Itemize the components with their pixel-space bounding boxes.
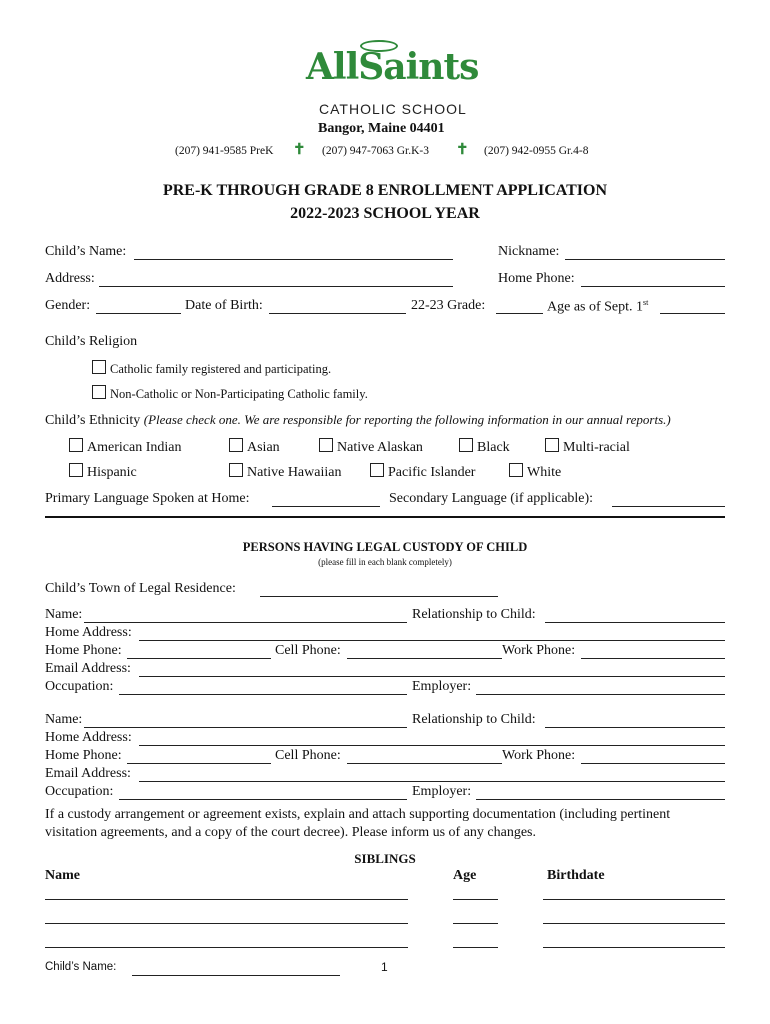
guardian2-home-address-label: Home Address:: [45, 730, 132, 745]
gender-label: Gender:: [45, 298, 91, 313]
phone-prek: (207) 941-9585 PreK: [175, 145, 274, 157]
guardian2-relationship-label: Relationship to Child:: [412, 712, 536, 727]
guardian1-work-phone-label: Work Phone:: [502, 643, 576, 658]
guardian1-home-phone-field[interactable]: [127, 644, 271, 659]
checkbox[interactable]: [459, 438, 473, 452]
guardian2-home-phone-label: Home Phone:: [45, 748, 122, 763]
checkbox[interactable]: [370, 463, 384, 477]
footer-child-name-field[interactable]: [132, 975, 340, 976]
guardian1-email-label: Email Address:: [45, 661, 131, 676]
logo-main-text: AllSaints: [306, 46, 479, 88]
home-phone-label: Home Phone:: [498, 271, 575, 286]
siblings-col-birthdate: Birthdate: [547, 868, 605, 883]
ethnicity-native-alaskan[interactable]: Native Alaskan: [319, 438, 423, 456]
age-field[interactable]: [660, 299, 725, 314]
primary-language-label: Primary Language Spoken at Home:: [45, 491, 250, 506]
grade-label: 22-23 Grade:: [411, 298, 486, 313]
footer-child-name-label: Child’s Name:: [45, 961, 117, 973]
checkbox[interactable]: [229, 463, 243, 477]
age-label: Age as of Sept. 1st: [547, 298, 649, 315]
address-field[interactable]: [99, 272, 453, 287]
logo-halo-icon: [360, 40, 398, 52]
form-title: PRE-K THROUGH GRADE 8 ENROLLMENT APPLICATION: [162, 182, 608, 199]
religion-option-catholic[interactable]: Catholic family registered and participating.: [92, 360, 331, 377]
ethnicity-white[interactable]: White: [509, 463, 561, 481]
school-city: Bangor, Maine 04401: [318, 121, 445, 136]
child-name-label: Child’s Name:: [45, 244, 127, 259]
logo-subtitle: CATHOLIC SCHOOL: [319, 101, 467, 117]
ethnicity-american-indian[interactable]: American Indian: [69, 438, 181, 456]
school-logo: [306, 46, 478, 88]
guardian2-work-phone-label: Work Phone:: [502, 748, 576, 763]
siblings-col-age: Age: [453, 868, 477, 883]
checkbox[interactable]: [229, 438, 243, 452]
guardian2-employer-field[interactable]: [476, 785, 725, 800]
guardian1-cell-phone-field[interactable]: [347, 644, 502, 659]
cross-icon: ✝: [456, 142, 469, 158]
sibling1-name-field[interactable]: [45, 899, 408, 900]
religion-option-non-catholic[interactable]: Non-Catholic or Non-Participating Catholic family.: [92, 385, 368, 402]
checkbox[interactable]: [92, 385, 106, 399]
religion-label: Child’s Religion: [45, 334, 138, 349]
school-year-title: 2022-2023 SCHOOL YEAR: [290, 205, 480, 222]
ethnicity-black[interactable]: Black: [459, 438, 510, 456]
guardian1-relationship-field[interactable]: [545, 608, 725, 623]
secondary-language-field[interactable]: [612, 492, 725, 507]
town-residence-field[interactable]: [260, 582, 498, 597]
guardian1-relationship-label: Relationship to Child:: [412, 607, 536, 622]
dob-label: Date of Birth:: [185, 298, 263, 313]
primary-language-field[interactable]: [272, 492, 380, 507]
guardian1-email-field[interactable]: [139, 662, 725, 677]
guardian2-home-phone-field[interactable]: [127, 749, 271, 764]
gender-field[interactable]: [96, 299, 181, 314]
sibling3-name-field[interactable]: [45, 947, 408, 948]
guardian1-name-field[interactable]: [84, 608, 407, 623]
checkbox[interactable]: [69, 438, 83, 452]
guardian2-occupation-label: Occupation:: [45, 784, 114, 799]
phone-4-8: (207) 942-0955 Gr.4-8: [484, 145, 589, 157]
home-phone-field[interactable]: [581, 272, 725, 287]
nickname-field[interactable]: [565, 245, 725, 260]
address-label: Address:: [45, 271, 95, 286]
guardian2-email-label: Email Address:: [45, 766, 131, 781]
ethnicity-hispanic[interactable]: Hispanic: [69, 463, 137, 481]
checkbox[interactable]: [92, 360, 106, 374]
page-number: 1: [381, 960, 388, 974]
guardian1-cell-phone-label: Cell Phone:: [275, 643, 341, 658]
guardian2-name-field[interactable]: [84, 713, 407, 728]
cross-icon: ✝: [293, 142, 306, 158]
guardian2-occupation-field[interactable]: [119, 785, 407, 800]
checkbox[interactable]: [319, 438, 333, 452]
ethnicity-pacific-islander[interactable]: Pacific Islander: [370, 463, 475, 481]
siblings-heading: SIBLINGS: [354, 851, 416, 866]
guardian1-home-address-label: Home Address:: [45, 625, 132, 640]
guardian1-occupation-label: Occupation:: [45, 679, 114, 694]
custody-note: If a custody arrangement or agreement exists, explain and attach supporting documentation (including pertinent visitation agreements, and a copy of the court decree). Please inform us of any changes.: [45, 807, 671, 840]
sibling1-age-field[interactable]: [453, 899, 498, 900]
sibling2-birthdate-field[interactable]: [543, 923, 725, 924]
guardian2-employer-label: Employer:: [412, 784, 472, 799]
ethnicity-multi-racial[interactable]: Multi-racial: [545, 438, 630, 456]
ethnicity-native-hawaiian[interactable]: Native Hawaiian: [229, 463, 341, 481]
checkbox[interactable]: [509, 463, 523, 477]
guardian1-name-label: Name:: [45, 607, 83, 622]
ethnicity-label: Child’s Ethnicity (Please check one. We are responsible for reporting the following information in our annual reports.): [45, 412, 671, 428]
custody-heading: PERSONS HAVING LEGAL CUSTODY OF CHILD: [242, 540, 528, 554]
sibling2-age-field[interactable]: [453, 923, 498, 924]
ethnicity-asian[interactable]: Asian: [229, 438, 280, 456]
checkbox[interactable]: [69, 463, 83, 477]
sibling3-age-field[interactable]: [453, 947, 498, 948]
guardian1-home-phone-label: Home Phone:: [45, 643, 122, 658]
guardian1-employer-field[interactable]: [476, 680, 725, 695]
guardian1-employer-label: Employer:: [412, 679, 472, 694]
sibling3-birthdate-field[interactable]: [543, 947, 725, 948]
section-divider: [45, 516, 725, 518]
phone-k3: (207) 947-7063 Gr.K-3: [322, 145, 429, 157]
town-residence-label: Child’s Town of Legal Residence:: [45, 581, 236, 596]
siblings-col-name: Name: [45, 868, 80, 883]
guardian1-occupation-field[interactable]: [119, 680, 407, 695]
guardian2-work-phone-field[interactable]: [581, 749, 725, 764]
guardian2-cell-phone-field[interactable]: [347, 749, 502, 764]
grade-field[interactable]: [496, 299, 543, 314]
guardian1-work-phone-field[interactable]: [581, 644, 725, 659]
guardian2-home-address-field[interactable]: [139, 731, 725, 746]
secondary-language-label: Secondary Language (if applicable):: [389, 491, 594, 506]
sibling2-name-field[interactable]: [45, 923, 408, 924]
custody-subheading: (please fill in each blank completely): [318, 557, 452, 567]
guardian1-home-address-field[interactable]: [139, 626, 725, 641]
checkbox[interactable]: [545, 438, 559, 452]
guardian2-cell-phone-label: Cell Phone:: [275, 748, 341, 763]
sibling1-birthdate-field[interactable]: [543, 899, 725, 900]
guardian2-relationship-field[interactable]: [545, 713, 725, 728]
child-name-field[interactable]: [134, 245, 453, 260]
dob-field[interactable]: [269, 299, 406, 314]
guardian2-email-field[interactable]: [139, 767, 725, 782]
guardian2-name-label: Name:: [45, 712, 83, 727]
nickname-label: Nickname:: [498, 244, 560, 259]
